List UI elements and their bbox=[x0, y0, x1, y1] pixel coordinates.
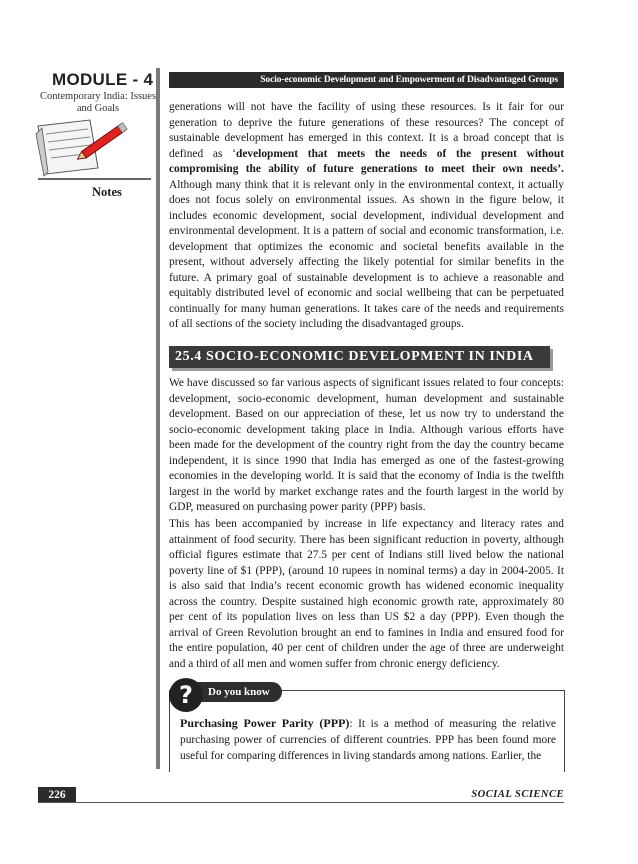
section-heading: 25.4 SOCIO-ECONOMIC DEVELOPMENT IN INDIA bbox=[169, 346, 550, 368]
ppp-term: Purchasing Power Parity (PPP) bbox=[180, 716, 350, 730]
question-mark-icon: ? bbox=[169, 678, 203, 712]
module-title: MODULE - 4 bbox=[52, 70, 154, 89]
notes-label: Notes bbox=[92, 185, 122, 199]
margin-bar bbox=[156, 68, 160, 769]
ppp-definition: : It is a method of measuring the relative purchasing power of currencies of different countries. PPP has been found more useful for comparing differences in living standards among nations. Earlier, the bbox=[180, 718, 556, 762]
footer-subject: SOCIAL SCIENCE bbox=[471, 789, 564, 800]
did-you-know-text bbox=[180, 716, 556, 764]
module-subtitle: Contemporary India: Issues and Goals bbox=[39, 91, 157, 114]
notes-divider bbox=[38, 178, 151, 180]
p1-definition: development that meets the needs of the present without compromising the ability of future generations to meet their own needs’. bbox=[169, 147, 564, 175]
running-header: Socio-economic Development and Empowerment of Disadvantaged Groups bbox=[169, 72, 564, 88]
p3-text: This has been accompanied by increase in life expectancy and literacy rates and attainment of food security. There has been significant reduction in poverty, although official figures estimate that 27.5 per cent of Indians still lived below the national poverty line of $1 (PPP), (around 10 rupees in nominal terms) a day in 2004-2005. It is also said that India’s recent economic growth has widened economic inequality across the country. Despite sustained high economic growth rate, approximately 80 per cent of its population lives on less than US $2 a day (PPP). Even though the arrival of Green Revolution brought an end to famines in India and ensured food for the entire population, 40 per cent of children under the age of three are underweight and a third of all men and women suffer from chronic energy deficiency. bbox=[169, 518, 564, 670]
paragraph-india-inequality bbox=[169, 517, 564, 672]
p1-text-b: Although many think that it is relevant only in the environmental context, it actually does not focus solely on environmental issues. As shown in the figure below, it includes economic development, social development, individual development and environmental development. It is a pattern of social and economic transformation, i.e. development that optimizes the economic and societal benefits available in the present, without adversely affecting the likely potential for similar benefits in the future. A primary goal of sustainable development is to achieve a reasonable and equitably distributed level of economic and social wellbeing that can be perpetuated continually for many human generations. It takes care of the needs and requirements of all sections of the society including the disadvantaged groups. bbox=[169, 178, 564, 330]
p1-text-a: generations will not have the facility of using these resources. Is it fair for our generation to deprive the future generations of these resources? The concept of sustainable development has emerged in this context. It is a broad concept that is defined as ‘ bbox=[169, 101, 564, 160]
paragraph-sustainable-development bbox=[169, 100, 564, 333]
paragraph-india-development bbox=[169, 376, 564, 516]
notes-pencil-icon bbox=[20, 116, 130, 180]
footer-divider bbox=[38, 802, 564, 803]
did-you-know-label: Do you know bbox=[196, 682, 282, 702]
p2-text: We have discussed so far various aspects of significant issues related to four concepts: development, socio-economic development, human development and sustainable development. Based on our appreciation of these, let us now try to understand the socio-economic development taking place in India. Although various efforts have been made for the development of the country right from the day the country became independent, it is since 1990 that India has emerged as one of the fastest-growing economies in the developing world. It is said that the economy of India is the twelfth largest in the world by market exchange rates and the fourth largest in the world by GDP, measured on purchasing power parity (PPP) basis. bbox=[169, 377, 564, 513]
page-number: 226 bbox=[38, 787, 76, 803]
